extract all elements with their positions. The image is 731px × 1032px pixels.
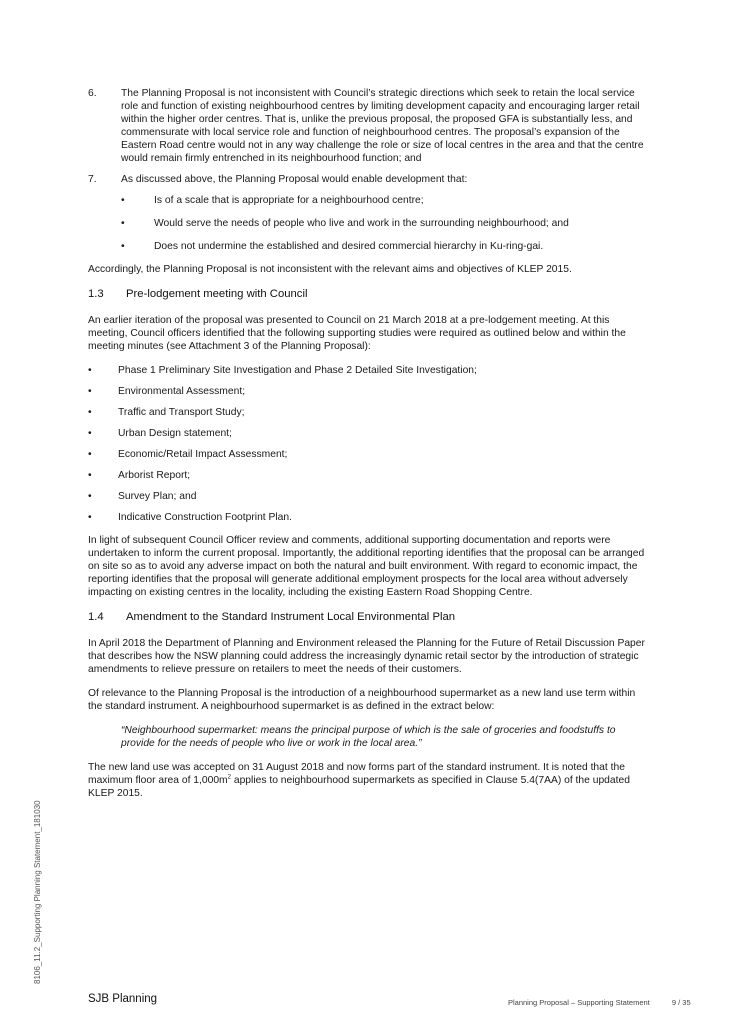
bullet-icon: • xyxy=(88,407,92,418)
list-item: • Traffic and Transport Study; xyxy=(88,407,245,418)
paragraph-april: In April 2018 the Department of Planning and Environment released the Planning for the Future of Retail Discussion Paper that describes how the NSW planning could address the increasingly dynamic retail sector by the introduction of strategic amendments to relieve pressure on retailers to meet the needs of their customers. xyxy=(88,638,645,675)
paragraph-relevance: Of relevance to the Planning Proposal is the introduction of a neighbourhood supermarket as a new land use term within the standard instrument. A neighbourhood supermarket is as defined in the extract below: xyxy=(88,688,636,712)
section-title: Pre-lodgement meeting with Council xyxy=(126,288,308,300)
definition-quote: “Neighbourhood supermarket: means the principal purpose of which is the sale of groceries and foodstuffs to provide for the needs of people who live or work in the local area.” xyxy=(121,725,616,749)
bullet-icon: • xyxy=(88,386,92,397)
list-item: • Environmental Assessment; xyxy=(88,386,246,397)
numbered-item-7 xyxy=(88,173,648,253)
bullet-icon: • xyxy=(88,449,92,460)
list-item: • Urban Design statement; xyxy=(88,428,232,439)
sub-bullet-list xyxy=(121,194,648,253)
paragraph-accordingly: Accordingly, the Planning Proposal is not inconsistent with the relevant aims and objectives of KLEP 2015. xyxy=(88,264,572,275)
studies-list xyxy=(88,364,648,524)
list-item: • Survey Plan; and xyxy=(88,491,197,502)
numbered-item-6 xyxy=(88,87,648,165)
item-number: 6. xyxy=(88,88,97,99)
footer-info xyxy=(508,996,691,1009)
bullet-icon: • xyxy=(88,512,92,523)
bullet-icon: • xyxy=(121,218,125,229)
paragraph-earlier: An earlier iteration of the proposal was presented to Council on 21 March 2018 at a pre-lodgement meeting. At this meeting, Council officers identified that the following supporting studies were required as outlined below and within the meeting minutes (see Attachment 3 of the Planning Proposal): xyxy=(88,315,626,352)
page-number: 9 / 35 xyxy=(671,998,691,1007)
paragraph-light: In light of subsequent Council Officer review and comments, additional supporting documentation and reports were undertaken to inform the current proposal. Importantly, the additional reporting identifies that the proposal can be arranged on site so as to avoid any adverse impact on both the natural and built environment. With regard to economic impact, the reporting identifies that the proposal will generate additional employment prospects for the local area without adversely impacting on existing centres in the locality, including the existing Eastern Road Shopping Centre. xyxy=(88,535,645,598)
list-item: • Phase 1 Preliminary Site Investigation and Phase 2 Detailed Site Investigation; xyxy=(88,365,477,376)
paragraph-new-land-use: The new land use was accepted on 31 August 2018 and now forms part of the standard instrument. It is noted that the maximum floor area of $1,000m^2$ applies to neighbourhood supermarkets as specified in Clause 5.4(7AA) of the updated KLEP 2015. xyxy=(88,762,630,799)
section-title: Amendment to the Standard Instrument Local Environmental Plan xyxy=(126,611,456,623)
footer-document-title: Planning Proposal – Supporting Statement xyxy=(508,998,650,1007)
sub-bullet-item: • Does not undermine the established and desired commercial hierarchy in Ku-ring-gai. xyxy=(121,241,544,252)
item-number: 7. xyxy=(88,174,97,185)
list-item: • Economic/Retail Impact Assessment; xyxy=(88,449,288,460)
sub-bullet-item: • Is of a scale that is appropriate for a neighbourhood centre; xyxy=(121,195,424,206)
page-content xyxy=(88,87,648,811)
list-item: • Arborist Report; xyxy=(88,470,191,481)
bullet-icon: • xyxy=(88,428,92,439)
footer-brand: SJB Planning xyxy=(88,993,158,1005)
bullet-icon: • xyxy=(88,365,92,376)
sub-bullet-item: • Would serve the needs of people who live and work in the surrounding neighbourhood; and xyxy=(121,218,569,229)
bullet-icon: • xyxy=(121,241,125,252)
section-number: 1.3 xyxy=(88,288,104,300)
section-heading-1-3 xyxy=(88,287,648,301)
item-text: As discussed above, the Planning Proposal would enable development that: xyxy=(121,174,468,185)
bullet-icon: • xyxy=(88,470,92,481)
bullet-icon: • xyxy=(88,491,92,502)
bullet-icon: • xyxy=(121,195,125,206)
item-text: The Planning Proposal is not inconsistent with Council’s strategic directions which seek to retain the local service role and function of existing neighbourhood centres by limiting development capacity and encouraging larger retail within the higher order centres. That is, unlike the previous proposal, the proposed GFA is substantially less, and commensurate with local service role and function of neighbourhood centres. The proposal’s expansion of the Eastern Road centre would not in any way challenge the role or size of local centres in the area and that the centre would remain firmly entrenched in its neighbourhood function; and xyxy=(121,88,644,164)
document-reference-sidebar: 8106_11.2_Supporting Planning Statement_181030 xyxy=(33,800,42,984)
list-item: • Indicative Construction Footprint Plan. xyxy=(88,512,292,523)
section-number: 1.4 xyxy=(88,611,104,623)
section-heading-1-4 xyxy=(88,610,648,624)
